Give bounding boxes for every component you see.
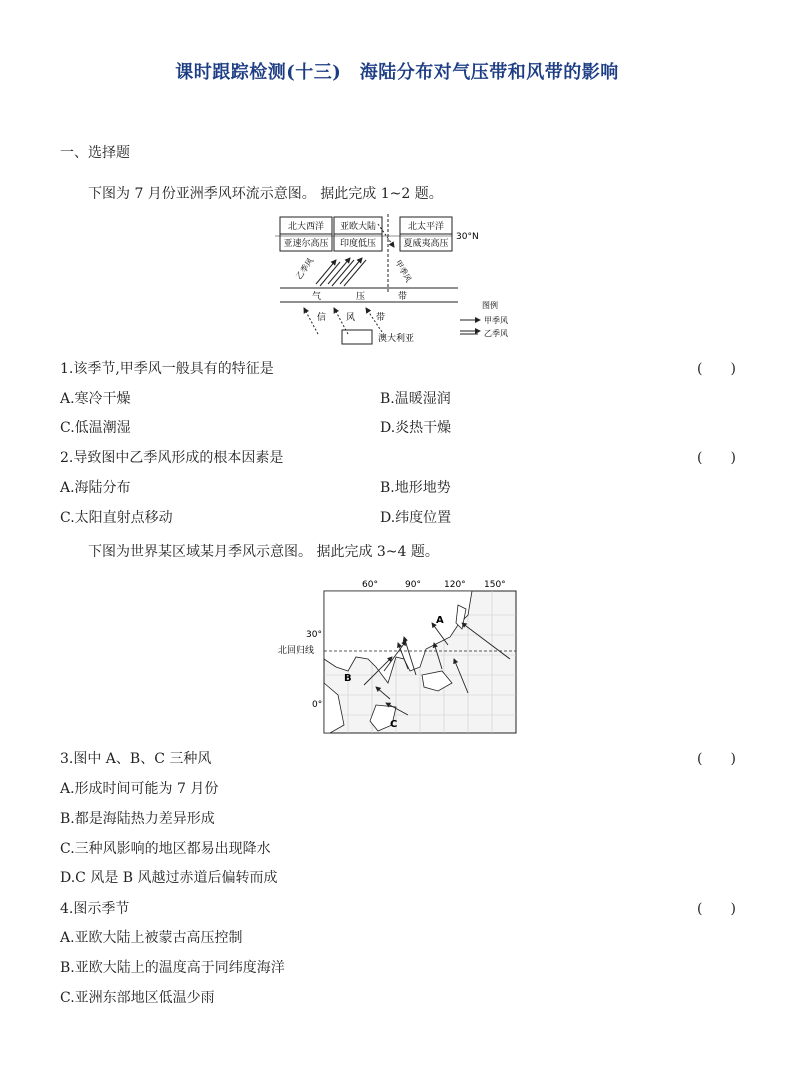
intro-text-1: 下图为 7 月份亚洲季风环流示意图。 据此完成 1~2 题。	[88, 186, 443, 202]
answer-bracket: ( )	[697, 901, 736, 917]
answer-bracket: ( )	[697, 450, 736, 466]
option-d: D.炎热干燥	[380, 420, 452, 436]
answer-bracket: ( )	[697, 361, 736, 377]
box-label: 亚欧大陆	[339, 222, 377, 232]
wind-label-c: C	[390, 719, 398, 730]
trade-char: 风	[346, 313, 356, 323]
box-label: 北大西洋	[287, 222, 325, 232]
legend-jia: 甲季风	[484, 316, 508, 325]
option-c: C.三种风影响的地区都易出现降水	[60, 841, 271, 857]
belt-char: 气	[312, 292, 322, 302]
lat-label: 30°	[306, 630, 322, 640]
option-c: C.亚洲东部地区低温少雨	[60, 990, 215, 1006]
trade-char: 带	[376, 313, 386, 323]
page-title: 课时跟踪检测(十三) 海陆分布对气压带和风带的影响	[175, 62, 619, 83]
australia-label: 澳大利亚	[378, 334, 415, 344]
lon-label: 150°	[484, 580, 506, 590]
legend-title: 图例	[482, 301, 498, 310]
option-d: D.纬度位置	[380, 510, 452, 526]
monsoon-region-map	[272, 575, 522, 737]
lon-label: 60°	[362, 580, 378, 590]
lon-label: 90°	[405, 580, 421, 590]
intro-text-2: 下图为世界某区域某月季风示意图。 据此完成 3~4 题。	[88, 544, 439, 560]
lat-label: 0°	[312, 700, 323, 710]
option-d: D.C 风是 B 风越过赤道后偏转而成	[60, 870, 278, 886]
belt-char: 带	[398, 292, 408, 302]
lon-label: 120°	[444, 580, 466, 590]
box-label: 夏威夷高压	[403, 239, 449, 249]
option-b: B.温暖湿润	[380, 391, 451, 407]
wind-label-b: B	[344, 673, 352, 684]
option-a: A.海陆分布	[60, 480, 131, 496]
lat-label: 30°N	[456, 232, 479, 242]
option-b: B.亚欧大陆上的温度高于同纬度海洋	[60, 960, 285, 976]
legend-yi: 乙季风	[484, 329, 508, 338]
question-1-stem: 1.该季节,甲季风一般具有的特征是	[60, 361, 274, 377]
option-b: B.地形地势	[380, 480, 451, 496]
belt-char: 压	[356, 292, 366, 302]
tropic-label: 北回归线	[278, 646, 315, 656]
monsoon-circulation-diagram	[270, 212, 530, 347]
option-c: C.低温潮湿	[60, 420, 131, 436]
box-label: 亚速尔高压	[283, 239, 329, 249]
wind-label-a: A	[436, 615, 444, 626]
question-4-stem: 4.图示季节	[60, 901, 130, 917]
option-c: C.太阳直射点移动	[60, 510, 173, 526]
option-a: A.亚欧大陆上被蒙古高压控制	[60, 930, 243, 946]
jia-monsoon-label: 甲季风	[393, 258, 414, 284]
box-label: 印度低压	[339, 239, 377, 249]
trade-char: 信	[317, 313, 327, 323]
yi-monsoon-label: 乙季风	[294, 256, 316, 282]
section-heading: 一、选择题	[60, 145, 130, 161]
option-a: A.寒冷干燥	[60, 391, 131, 407]
question-3-stem: 3.图中 A、B、C 三种风	[60, 751, 212, 767]
option-a: A.形成时间可能为 7 月份	[60, 781, 219, 797]
question-2-stem: 2.导致图中乙季风形成的根本因素是	[60, 450, 284, 466]
option-b: B.都是海陆热力差异形成	[60, 811, 215, 827]
box-label: 北太平洋	[407, 222, 445, 232]
answer-bracket: ( )	[697, 751, 736, 767]
